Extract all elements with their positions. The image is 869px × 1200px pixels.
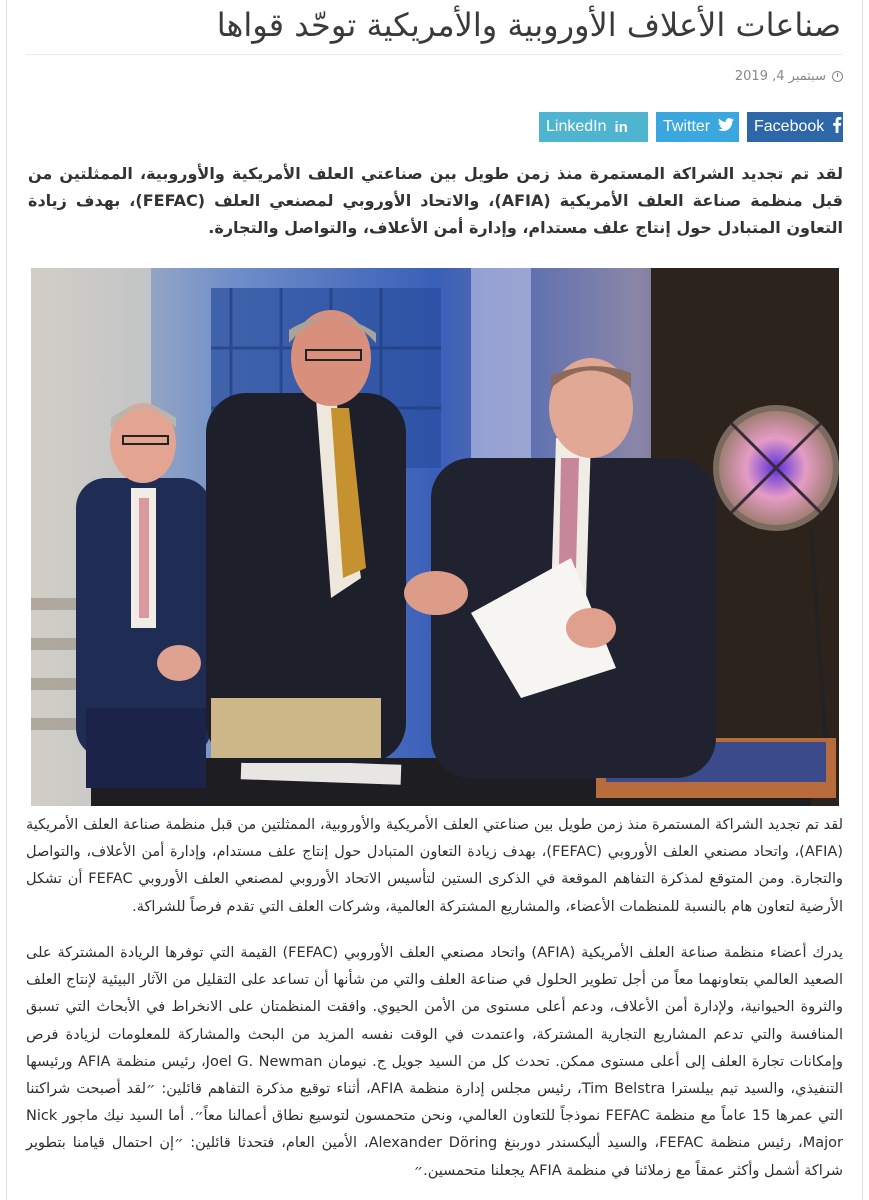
title-divider: [26, 54, 843, 55]
photo-caption: لقد تم تجديد الشراكة المستمرة منذ زمن طويل بين صناعتي العلف الأمريكية والأوروبية، الممثلتين من قبل منظمة صناعة العلف الأمريكية (AFIA)، واتحاد مصنعي العلف الأوروبي (FEFAC)، بهدف زيادة التعاون المتبادل حول إنتاج علف مستدام، وإدارة أمن الأعلاف، والتواصل والتجارة. ومن المتوقع لمذكرة التفاهم الموقعة في الذكرى الستين لتأسيس الاتحاد الأوروبي لمصنعي العلف الأوروبي FEFAC أن تشكل الأرضية لتعاون هام بالنسبة للمنظمات الأعضاء، والمشاريع المشتركة العالمية، وشركات العلف التي تقدم فرصاً للشراكة.: [26, 817, 843, 915]
facebook-icon: [832, 117, 842, 137]
post-date: سبتمبر 4, 2019: [734, 69, 826, 84]
article-photo: [31, 268, 839, 806]
post-meta: [735, 69, 843, 84]
linkedin-icon: in: [614, 118, 628, 136]
share-buttons: [539, 112, 843, 142]
clock-icon: [832, 71, 843, 82]
linkedin-share-button[interactable]: [539, 112, 648, 142]
twitter-icon: [718, 118, 734, 136]
article-body-paragraph: يدرك أعضاء منظمة صناعة العلف الأمريكية (AFIA) واتحاد مصنعي العلف الأوروبي (FEFAC) القيمة التي توفرها الريادة المشتركة على الصعيد العالمي بتعاونهما معاً من أجل تطوير الحلول في صناعة العلف والتي من شأنها أن تساعد على التقليل من الآثار البيئية لإنتاج العلف والثروة الحيوانية، ولإدارة أمن الأعلاف، ودعم أعلى مستوى من الأمن الحيوي. وافقت المنظمتان على الانخراط في الأبحاث التي تسبق المنافسة والتي تدعم المشاريع التجارية المشتركة، واعتمدت في الوقت نفسه المزيد من البحث والمشاركة للمعلومات لزيادة فرص وإمكانات تجارة العلف إلى أعلى مستوى ممكن. تحدث كل من السيد جويل ج. نيومان Joel G. Newman، رئيس منظمة AFIA ورئيسها التنفيذي، والسيد تيم بيلسترا Tim Belstra، رئيس مجلس إدارة منظمة AFIA، أثناء توقيع مذكرة التفاهم قائلين: ״لقد أصبحت شراكتنا التي عمرها 15 عاماً مع منظمة FEFAC نموذجاً للتعاون العالمي، ونحن متحمسون لتوسيع نطاق أعمالنا معاً״. أما السيد نيك ماجور Nick Major، رئيس منظمة FEFAC، والسيد أليكسندر دوربنغ Alexander Döring، الأمين العام، فتحدثا قائلين: ״إن احتمال قيامنا بتطوير شراكة أشمل وأكثر عمقاً مع زملائنا في منظمة AFIA يجعلنا متحمسين.״: [26, 945, 844, 1179]
twitter-share-button[interactable]: [656, 112, 739, 142]
facebook-label: Facebook: [754, 118, 825, 135]
linkedin-label: LinkedIn: [546, 118, 607, 135]
article-lead: لقد تم تجديد الشراكة المستمرة منذ زمن طويل بين صناعتي العلف الأمريكية والأوروبية، الممثلتين من قبل منظمة صناعة العلف الأمريكية (AFIA)، والاتحاد الأوروبي لمصنعي العلف (FEFAC)، بهدف زيادة التعاون المتبادل حول إنتاج علف مستدام، وإدارة أمن الأعلاف، والتواصل والتجارة.: [28, 164, 844, 237]
signing-ceremony-photo: [31, 268, 839, 806]
twitter-label: Twitter: [663, 118, 711, 135]
article-title: صناعات الأعلاف الأوروبية والأمريكية توحّد قواها: [216, 6, 841, 44]
facebook-share-button[interactable]: [747, 112, 843, 142]
